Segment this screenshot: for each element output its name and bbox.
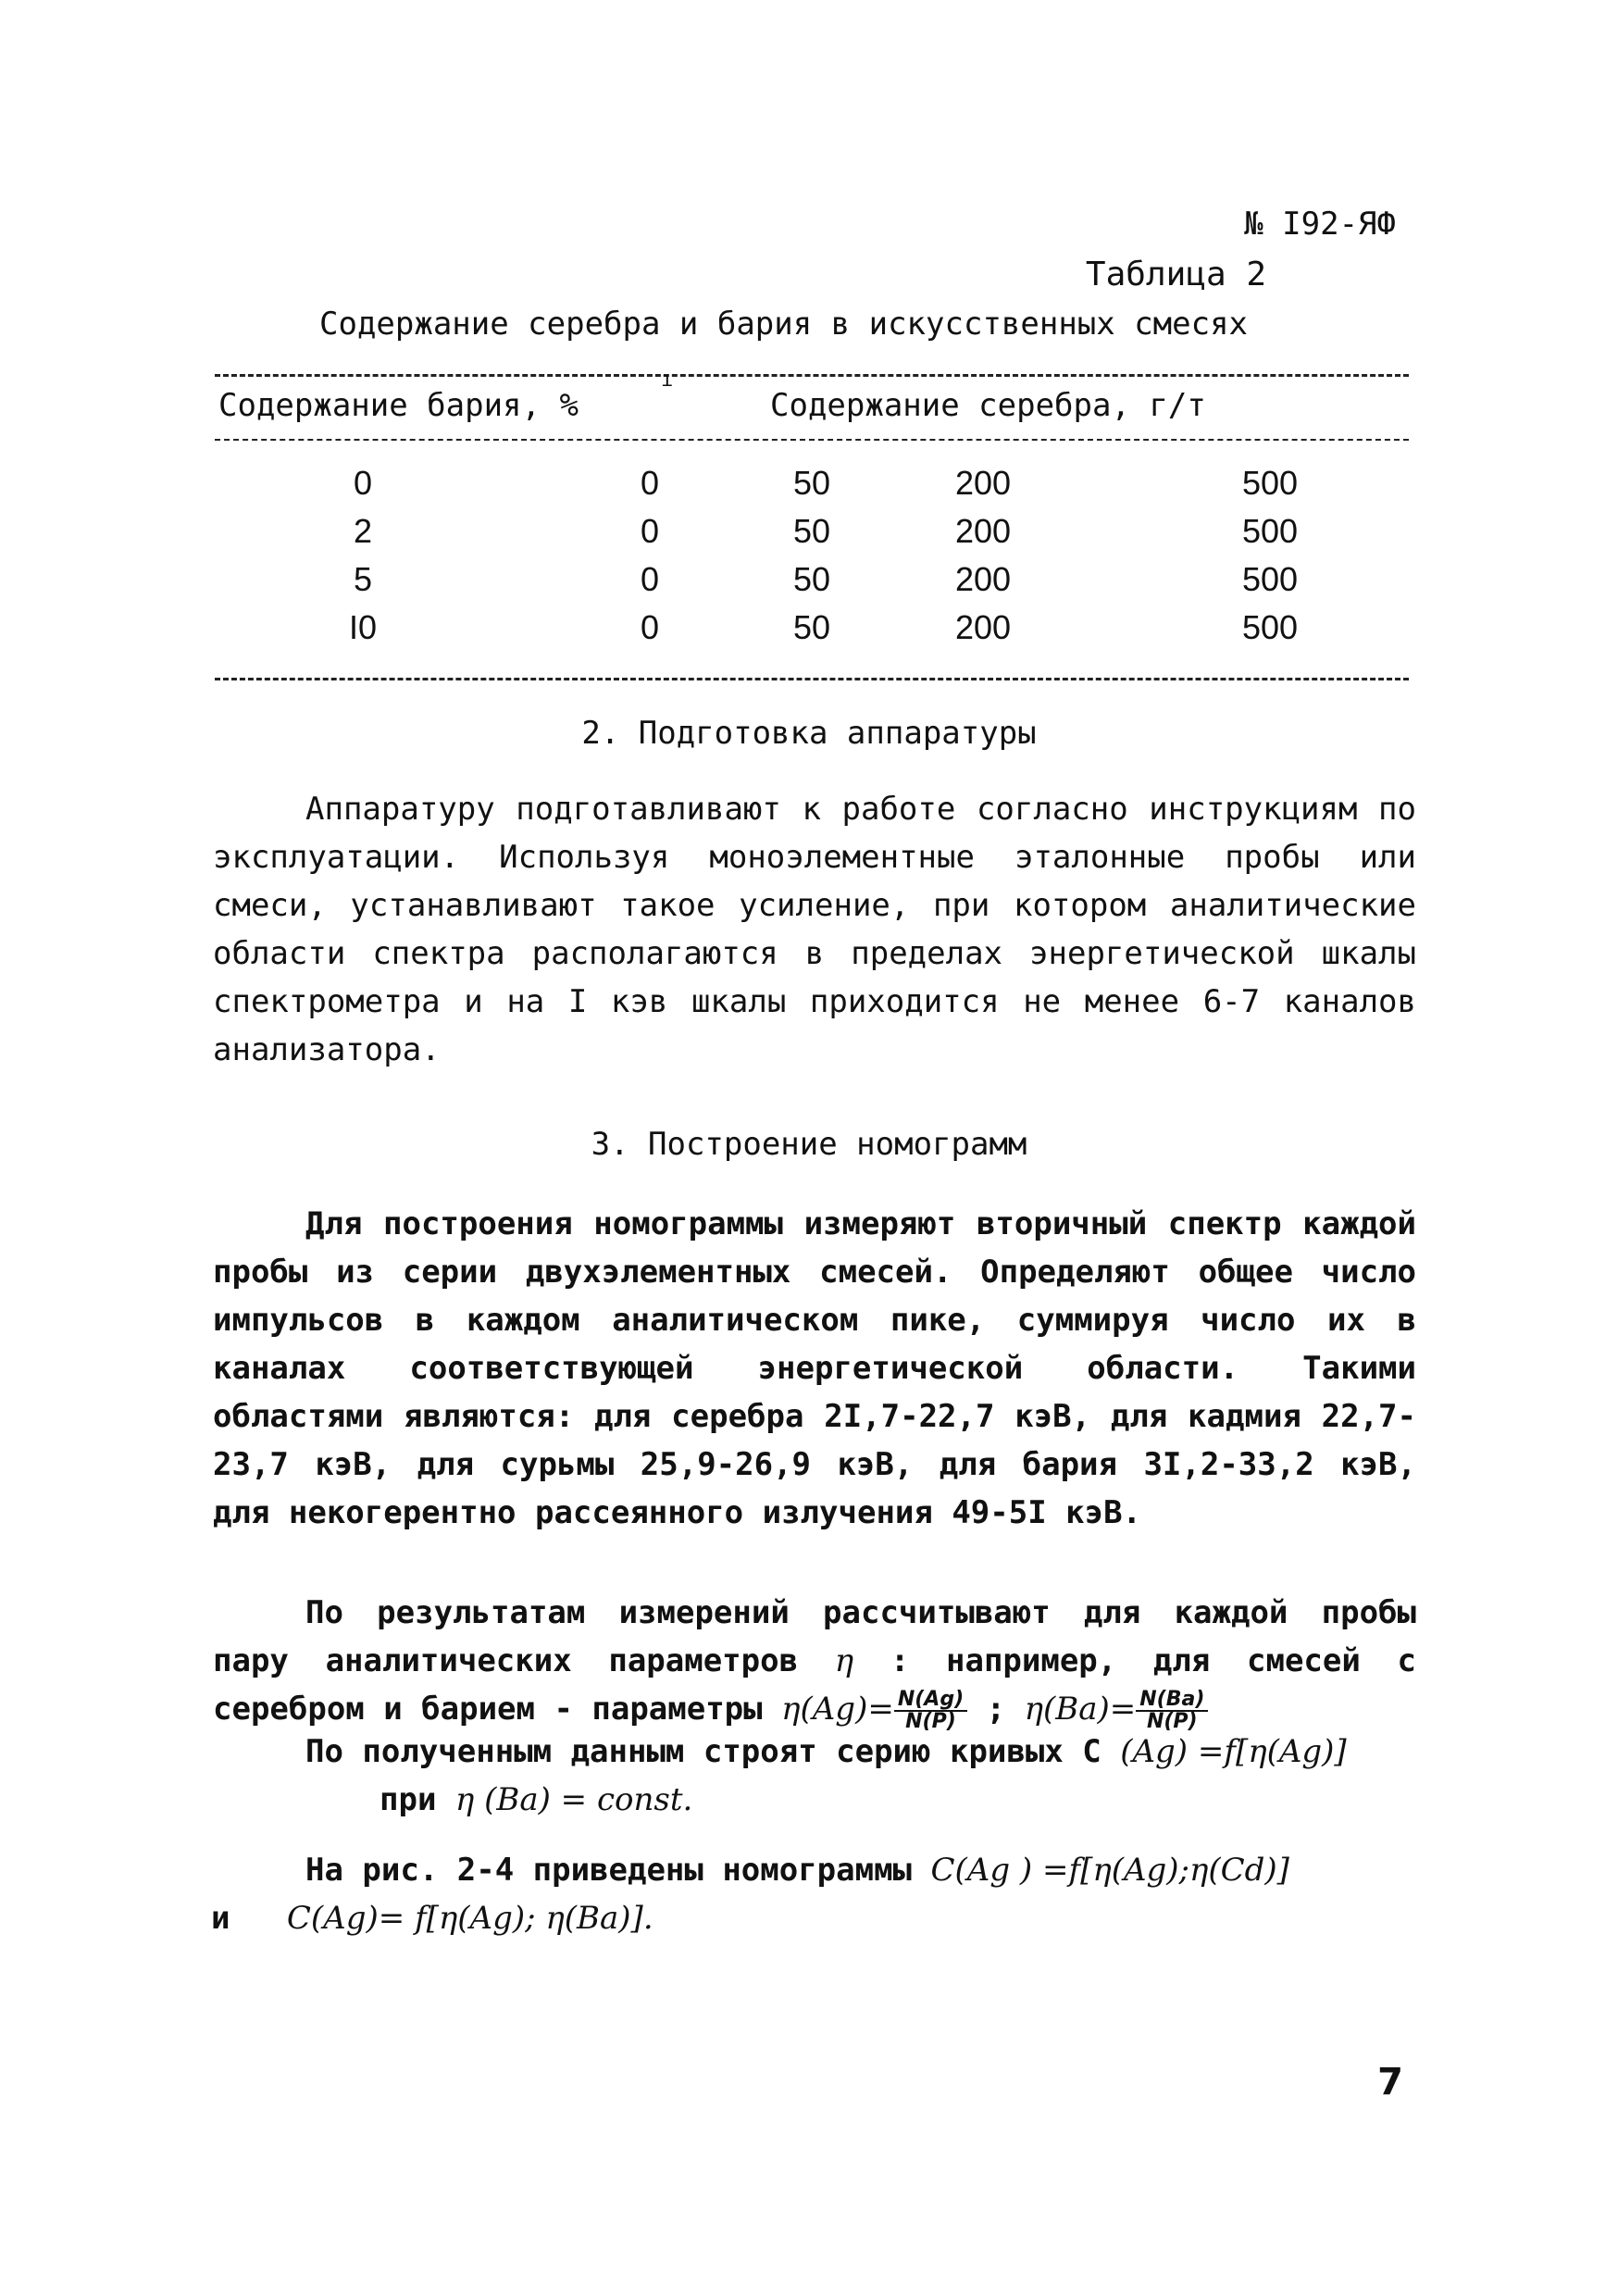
separator: ; bbox=[986, 1691, 1006, 1728]
paragraph-text: По полученным данным строят серию кривых C bbox=[305, 1733, 1101, 1770]
table-row bbox=[215, 459, 1409, 507]
silver-cell: 500 bbox=[1241, 608, 1299, 646]
formula-eta-ba: η(Ba)= bbox=[1024, 1691, 1137, 1728]
column-separator-tick: ı bbox=[661, 368, 674, 392]
formula-curve: (Ag) =f[η(Ag)] bbox=[1120, 1733, 1347, 1770]
section-heading-equipment: 2. Подготовка аппаратуры bbox=[581, 715, 1037, 752]
silver-cell: 0 bbox=[640, 464, 660, 502]
page-number: 7 bbox=[1377, 2061, 1403, 2103]
paragraph-text: По результатам измерений рассчитывают для каждой пробы пару аналитических параметров bbox=[213, 1594, 1416, 1679]
paragraph-parameters bbox=[213, 1589, 1416, 1733]
document-number: № I92-ЯФ bbox=[1244, 206, 1396, 243]
barium-cell: 0 bbox=[353, 464, 373, 502]
silver-cell: 50 bbox=[792, 608, 831, 646]
fraction-ag bbox=[894, 1687, 967, 1733]
curves-line bbox=[305, 1733, 1347, 1770]
paragraph-text: при bbox=[380, 1781, 437, 1818]
paragraph-equipment bbox=[213, 785, 1416, 1074]
fraction-denominator: N(P) bbox=[1146, 1709, 1198, 1733]
paragraph-text: и bbox=[211, 1900, 230, 1937]
table-row bbox=[215, 555, 1409, 604]
silver-cell: 200 bbox=[954, 608, 1012, 646]
silver-cell: 200 bbox=[954, 560, 1012, 598]
barium-cell: 5 bbox=[353, 560, 373, 598]
nomogram-line-2 bbox=[211, 1900, 653, 1937]
paragraph-text: : например, для смесей с серебром и барием - параметры bbox=[213, 1642, 1416, 1728]
silver-cell: 500 bbox=[1241, 464, 1299, 502]
silver-cell: 500 bbox=[1241, 560, 1299, 598]
nomogram-line bbox=[305, 1852, 1289, 1889]
barium-cell: I0 bbox=[348, 608, 378, 646]
silver-cell: 50 bbox=[792, 512, 831, 550]
barium-cell: 2 bbox=[353, 512, 373, 550]
formula-condition: η (Ba) = const. bbox=[454, 1781, 693, 1818]
paragraph-text: На рис. 2-4 приведены номограммы bbox=[305, 1852, 913, 1889]
table-label: Таблица 2 bbox=[1085, 256, 1266, 293]
column-header-silver: Содержание серебра, г/т bbox=[770, 387, 1206, 424]
column-header-barium: Содержание бария, % bbox=[218, 387, 579, 424]
paragraph-text: Аппаратуру подготавливают к работе согласно инструкциям по эксплуатации. Используя моноэлементные эталонные пробы или смеси, устанавливают такое усиление, при котором аналитические области спектра располагаются в пределах энергетической шкалы спектрометра и на I кэв шкалы приходится не менее 6-7 каналов анализатора. bbox=[213, 791, 1416, 1068]
formula-eta-ag: η(Ag)= bbox=[781, 1691, 894, 1728]
condition-line bbox=[380, 1781, 692, 1818]
table-row bbox=[215, 507, 1409, 555]
paragraph-measurement bbox=[213, 1200, 1416, 1537]
paragraph-text: Для построения номограммы измеряют вторичный спектр каждой пробы из серии двухэлементных смесей. Определяют общее число импульсов в каждом аналитическом пике, суммируя число их в каналах соответствующей энергетической области. Такими областями являются: для серебра 2I,7-22,7 кэВ, для кадмия 22,7-23,7 кэВ, для сурьмы 25,9-26,9 кэВ, для бария 3I,2-33,2 кэВ, для некогерентно рассеянного излучения 49-5I кэВ. bbox=[213, 1205, 1416, 1531]
eta-symbol: η bbox=[834, 1642, 854, 1679]
silver-cell: 50 bbox=[792, 464, 831, 502]
fraction-numerator: N(Ag) bbox=[894, 1690, 967, 1712]
silver-cell: 200 bbox=[954, 512, 1012, 550]
silver-cell: 50 bbox=[792, 560, 831, 598]
fraction-ba bbox=[1136, 1687, 1208, 1733]
formula-nomogram-cd: C(Ag ) =f[η(Ag);η(Cd)] bbox=[930, 1852, 1289, 1889]
section-heading-nomograms: 3. Построение номограмм bbox=[591, 1126, 1027, 1163]
content-table bbox=[215, 459, 1409, 652]
table-title: Содержание серебра и бария в искусственных смесях bbox=[319, 306, 1249, 343]
fraction-denominator: N(P) bbox=[905, 1709, 956, 1733]
formula-nomogram-ba: C(Ag)= f[η(Ag); η(Ba)]. bbox=[286, 1900, 653, 1937]
silver-cell: 0 bbox=[640, 608, 660, 646]
silver-cell: 200 bbox=[954, 464, 1012, 502]
silver-cell: 0 bbox=[640, 560, 660, 598]
table-bottom-rule bbox=[215, 678, 1409, 680]
table-top-rule bbox=[215, 374, 1409, 377]
table-row bbox=[215, 604, 1409, 652]
fraction-numerator: N(Ba) bbox=[1136, 1690, 1208, 1712]
silver-cell: 500 bbox=[1241, 512, 1299, 550]
silver-cell: 0 bbox=[640, 512, 660, 550]
table-header-rule bbox=[215, 439, 1409, 441]
